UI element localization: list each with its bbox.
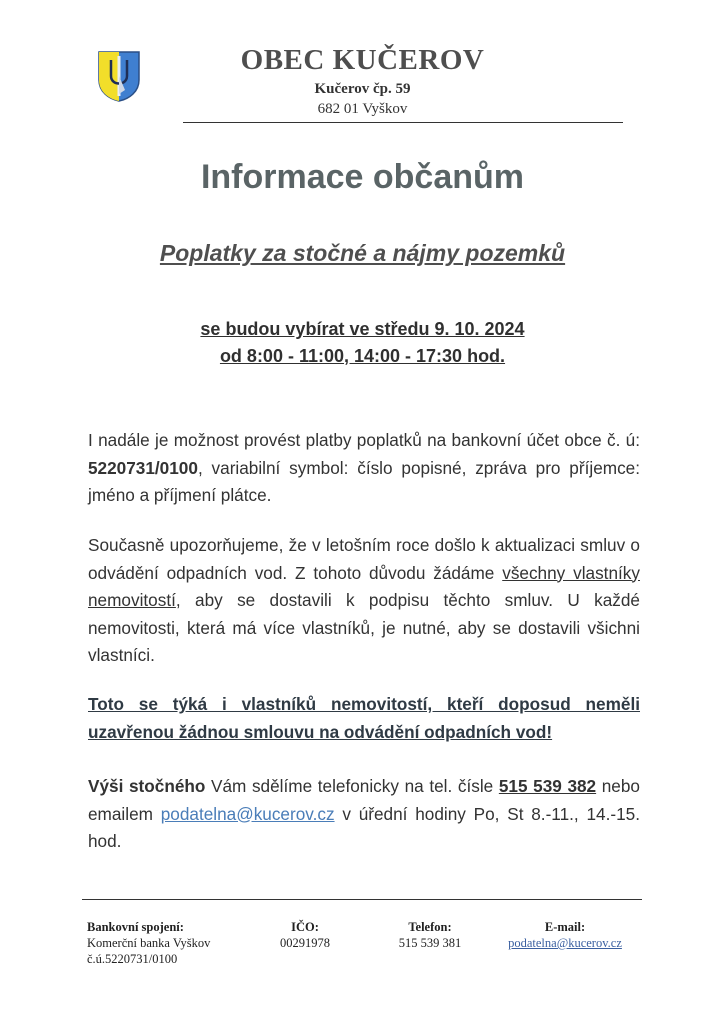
contact-text-2: nebo emailem xyxy=(88,776,640,824)
payment-text-1: I nadále je možnost provést platby poplatků na bankovní účet obce č. ú: xyxy=(88,430,640,450)
contact-text-1: Vám sdělíme telefonicky na tel. čísle xyxy=(205,776,499,796)
page-subtitle: Poplatky za stočné a nájmy pozemků xyxy=(159,240,566,266)
footer-ico-value: 00291978 xyxy=(280,936,330,950)
contracts-paragraph xyxy=(88,532,640,670)
collection-hours: od 8:00 - 11:00, 14:00 - 17:30 hod. xyxy=(219,346,506,366)
contact-paragraph xyxy=(88,773,640,856)
payment-text-2: , variabilní symbol: číslo popisné, zpráva pro příjemce: jméno a příjmení plátce. xyxy=(88,457,640,505)
contracts-text-1: Současně upozorňujeme, že v letošním roce došlo k aktualizaci smluv o odvádění odpadních vod. Z tohoto důvodu žádáme xyxy=(88,535,640,583)
contact-phone[interactable]: 515 539 382 xyxy=(498,776,597,796)
header-divider xyxy=(183,122,623,123)
footer-email-link[interactable]: podatelna@kucerov.cz xyxy=(508,936,622,950)
contact-text-3: v úřední hodiny Po, St 8.-11., 14.-15. hod. xyxy=(88,803,640,851)
org-city-address: 682 01 Vyškov xyxy=(317,101,408,117)
notice-paragraph: Toto se týká i vlastníků nemovitostí, kteří doposud neměli uzavřenou žádnou smlouvu na odvádění odpadních vod! xyxy=(88,694,640,742)
bank-account-number: 5220731/0100 xyxy=(88,457,198,478)
page-title: Informace občanům xyxy=(200,158,525,196)
footer-divider xyxy=(82,899,642,900)
owners-emphasis: všechny vlastníky nemovitostí xyxy=(88,562,640,610)
footer-bank-account: č.ú.5220731/0100 xyxy=(87,952,178,966)
contracts-text-2: , aby se dostavili k podpisu těchto smluv. U každé nemovitosti, která má více vlastníků, je nutné, aby se dostavili všichni vlastníci. xyxy=(88,590,640,665)
contact-lead: Výši stočného xyxy=(88,776,206,796)
collection-date: se budou vybírat ve středu 9. 10. 2024 xyxy=(200,319,525,339)
footer-bank-heading: Bankovní spojení: xyxy=(87,920,184,934)
footer-ico-heading: IČO: xyxy=(291,920,319,934)
org-street-address: Kučerov čp. 59 xyxy=(314,81,411,97)
footer-phone-value: 515 539 381 xyxy=(398,936,462,950)
contact-email-link[interactable]: podatelna@kucerov.cz xyxy=(160,803,335,824)
coat-of-arms-logo xyxy=(97,50,141,102)
org-name: OBEC KUČEROV xyxy=(240,44,485,76)
footer-phone-heading: Telefon: xyxy=(408,920,452,934)
payment-paragraph xyxy=(88,427,640,510)
footer-bank-name: Komerční banka Vyškov xyxy=(87,936,211,950)
footer-email-heading: E-mail: xyxy=(544,920,586,934)
